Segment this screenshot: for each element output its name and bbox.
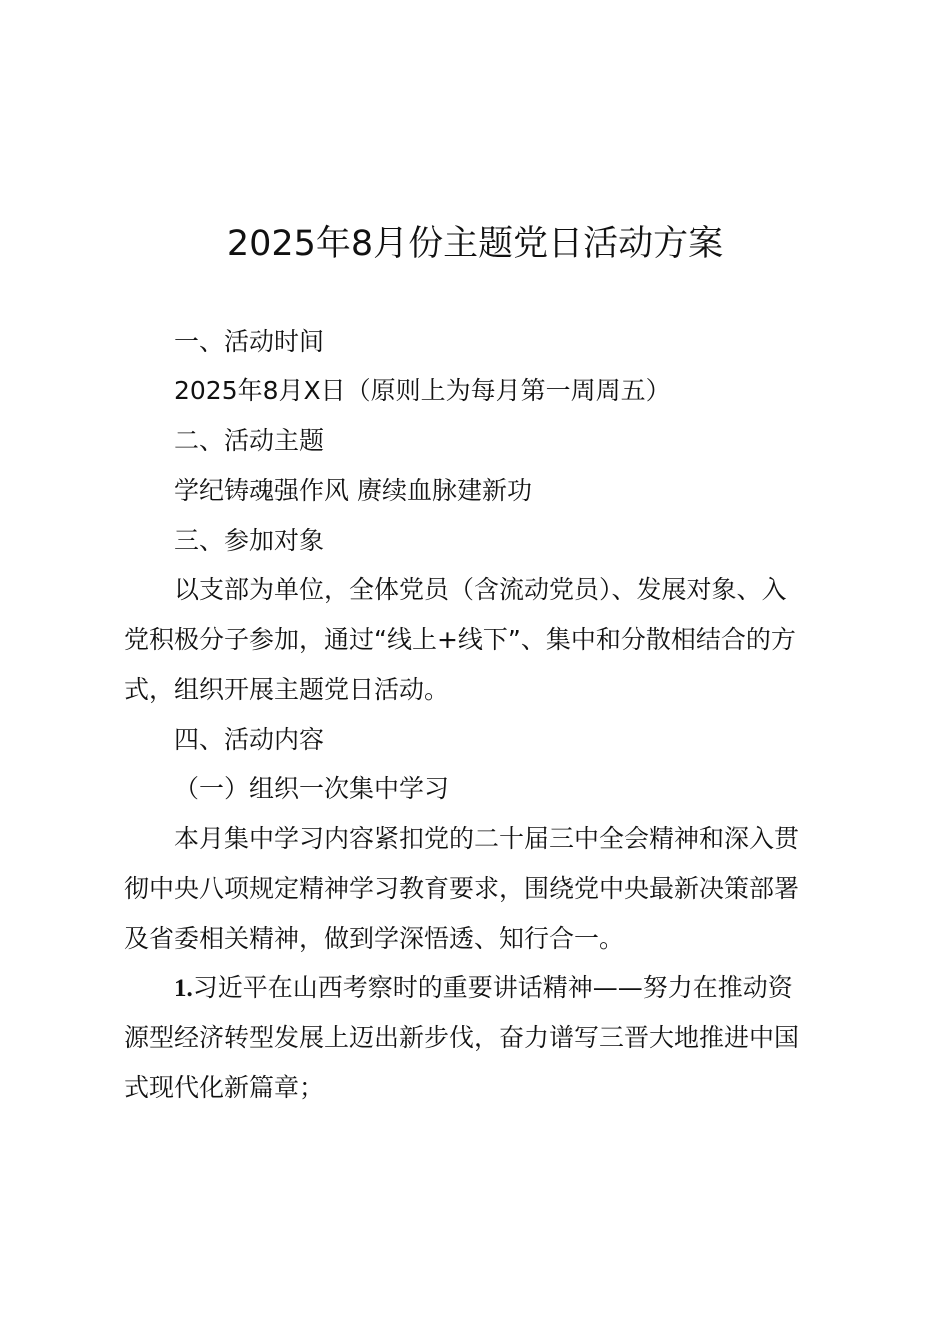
document-title: 2025年8月份主题党日活动方案 bbox=[226, 224, 724, 264]
section-text-theme: 学纪铸魂强作风 赓续血脉建新功 bbox=[174, 476, 532, 505]
section-heading-theme: 二、活动主题 bbox=[174, 426, 325, 455]
subsection-heading: （一）组织一次集中学习 bbox=[174, 774, 450, 803]
section-heading-time: 一、活动时间 bbox=[174, 327, 325, 356]
paragraph-line: 式，组织开展主题党日活动。 bbox=[124, 675, 450, 704]
paragraph-line: 及省委相关精神，做到学深悟透、知行合一。 bbox=[124, 924, 625, 953]
paragraph-line: 党积极分子参加，通过“线上+线下”、集中和分散相结合的方 bbox=[124, 625, 796, 654]
section-heading-content: 四、活动内容 bbox=[174, 725, 325, 754]
paragraph-line: 源型经济转型发展上迈出新步伐，奋力谱写三晋大地推进中国 bbox=[124, 1023, 800, 1052]
list-item-number: 1. bbox=[174, 975, 193, 1002]
list-item-1-line bbox=[174, 972, 793, 1005]
paragraph-line: 以支部为单位，全体党员（含流动党员）、发展对象、入 bbox=[174, 575, 787, 604]
paragraph-line: 式现代化新篇章； bbox=[124, 1073, 325, 1102]
paragraph-line: 彻中央八项规定精神学习教育要求，围绕党中央最新决策部署 bbox=[124, 874, 800, 903]
paragraph-line: 本月集中学习内容紧扣党的二十届三中全会精神和深入贯 bbox=[174, 824, 800, 853]
section-heading-participants: 三、参加对象 bbox=[174, 526, 325, 555]
section-text-time: 2025年8月X日（原则上为每月第一周周五） bbox=[174, 376, 671, 405]
list-item-text: 习近平在山西考察时的重要讲话精神——努力在推动资 bbox=[192, 973, 793, 1002]
